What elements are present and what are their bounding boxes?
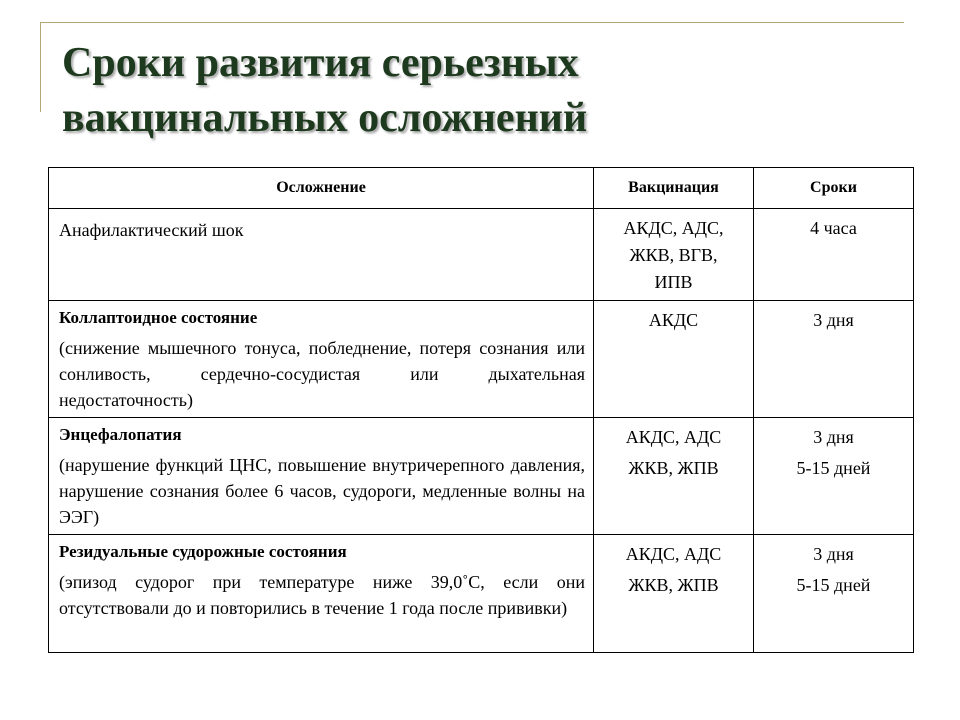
- table-row: [49, 301, 914, 418]
- complication-cell: [49, 535, 594, 653]
- vaccine-line: ЖКВ, ВГВ,: [629, 245, 718, 265]
- header-timing: Сроки: [754, 168, 914, 209]
- complication-name: Энцефалопатия: [59, 425, 182, 444]
- page-title: [62, 36, 922, 146]
- timing-cell: [754, 209, 914, 301]
- complication-description: (эпизод судорог при температуре ниже 39,0˚С, если они отсутствовали до и повторились в течение 1 года после прививки): [59, 572, 585, 618]
- complication-name: Резидуальные судорожные состояния: [59, 542, 347, 561]
- timing-line: 4 часа: [810, 218, 857, 238]
- vaccination-cell: [594, 301, 754, 418]
- timing-line: 5-15 дней: [796, 575, 871, 595]
- header-vaccination: Вакцинация: [594, 168, 754, 209]
- complication-name: Коллаптоидное состояние: [59, 308, 258, 327]
- complication-description: (нарушение функций ЦНС, повышение внутричерепного давления, нарушение сознания более 6 часов, судороги, медленные волны на ЭЭГ): [59, 455, 585, 527]
- complication-cell: [49, 418, 594, 535]
- vaccine-line: АКДС, АДС: [625, 544, 722, 564]
- title-line-2: вакцинальных осложнений: [62, 95, 588, 141]
- vaccination-cell: [594, 418, 754, 535]
- frame-line-top: [40, 22, 904, 23]
- complications-table: [48, 167, 914, 653]
- title-line-1: Сроки развития серьезных: [62, 40, 579, 86]
- complication-description: (снижение мышечного тонуса, побледнение, потеря сознания или сонливость, сердечно-сосудистая или дыхательная недостаточность): [59, 338, 585, 410]
- table-row: [49, 209, 914, 301]
- vaccine-line: ИПВ: [654, 272, 693, 292]
- timing-line: 3 дня: [813, 427, 854, 447]
- timing-line: 5-15 дней: [796, 458, 871, 478]
- complication-cell: [49, 209, 594, 301]
- vaccine-line: ЖКВ, ЖПВ: [628, 575, 719, 595]
- timing-cell: [754, 418, 914, 535]
- complication-name: Анафилактический шок: [59, 220, 244, 240]
- vaccine-line: АКДС, АДС,: [623, 218, 724, 238]
- timing-cell: [754, 301, 914, 418]
- vaccination-cell: [594, 209, 754, 301]
- vaccination-cell: [594, 535, 754, 653]
- timing-line: 3 дня: [813, 544, 854, 564]
- header-complication: Осложнение: [49, 168, 594, 209]
- complication-cell: [49, 301, 594, 418]
- vaccine-line: АКДС, АДС: [625, 427, 722, 447]
- timing-line: 3 дня: [813, 310, 854, 330]
- table-row: [49, 535, 914, 653]
- vaccine-line: АКДС: [648, 310, 699, 330]
- timing-cell: [754, 535, 914, 653]
- frame-line-left: [40, 22, 41, 112]
- table-row: [49, 418, 914, 535]
- table-header-row: [49, 168, 914, 209]
- vaccine-line: ЖКВ, ЖПВ: [628, 458, 719, 478]
